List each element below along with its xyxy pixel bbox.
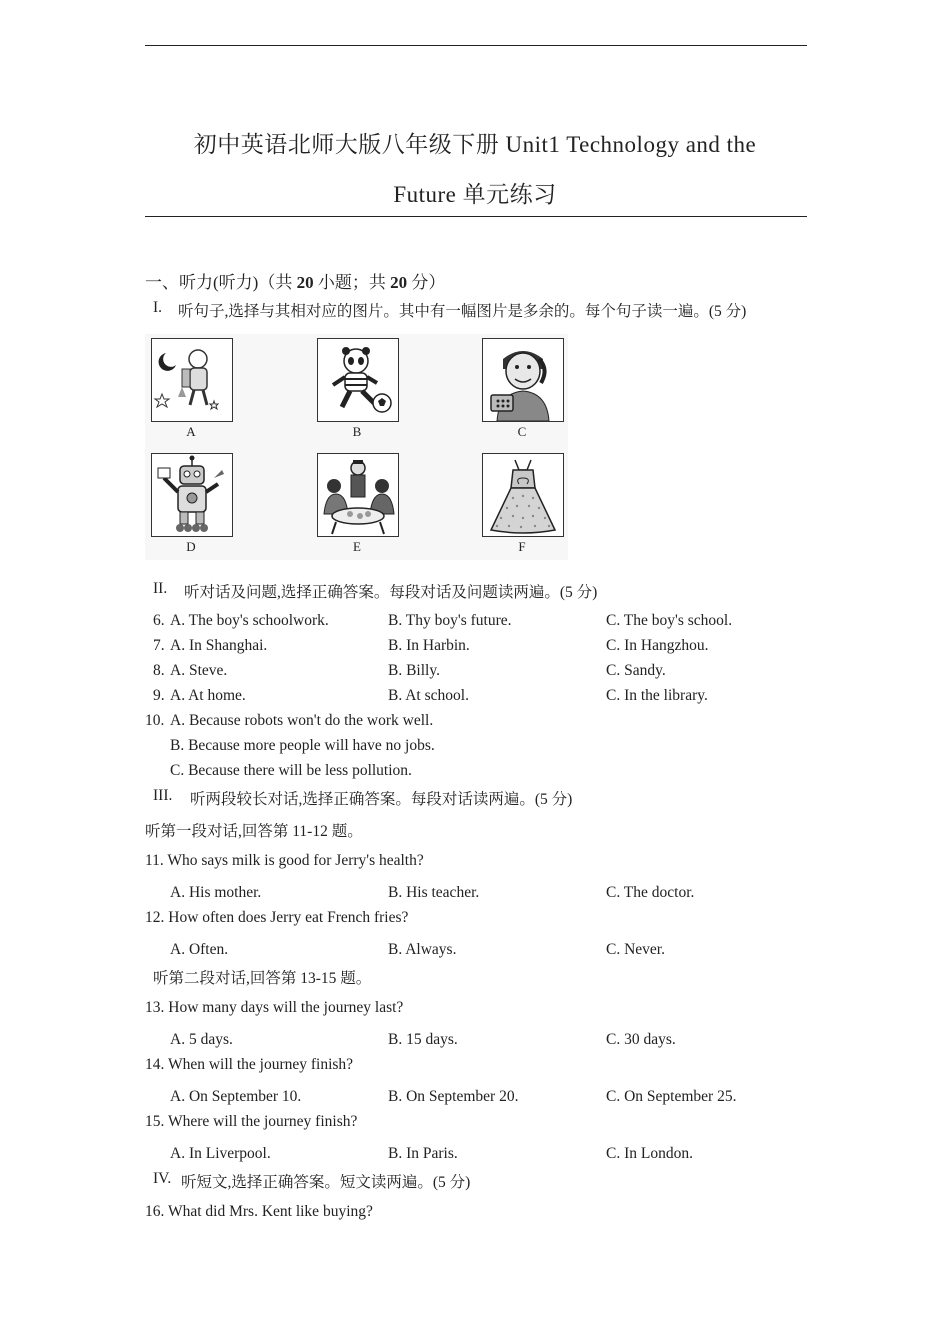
q10-option-a: A. Because robots won't do the work well. — [170, 712, 434, 729]
q14-option-c: C. On September 25. — [606, 1088, 737, 1105]
q15-option-c: C. In London. — [606, 1145, 693, 1162]
man-telephone-icon — [482, 338, 564, 422]
q16-stem: 16. What did Mrs. Kent like buying? — [145, 1203, 373, 1220]
q8-option-b: B. Billy. — [388, 662, 440, 679]
q7-option-c: C. In Hangzhou. — [606, 637, 709, 654]
part1-instruction: 听句子,选择与其相对应的图片。其中有一幅图片是多余的。每个句子读一遍。(5 分) — [178, 303, 747, 320]
q6-option-c: C. The boy's school. — [606, 612, 733, 629]
picture-label-d: D — [186, 539, 196, 554]
q12-option-b: B. Always. — [388, 941, 457, 958]
part2-label: II. — [153, 580, 168, 597]
part3-label: III. — [153, 787, 173, 804]
q12-option-c: C. Never. — [606, 941, 665, 958]
q6-option-b: B. Thy boy's future. — [388, 612, 512, 629]
q9-option-a: A. At home. — [170, 687, 246, 704]
q10-option-b: B. Because more people will have no jobs. — [170, 737, 435, 754]
q6-number: 6. — [153, 612, 165, 629]
q7-option-a: A. In Shanghai. — [170, 637, 268, 654]
panda-football-icon — [317, 338, 399, 422]
q9-option-b: B. At school. — [388, 687, 469, 704]
q8-number: 8. — [153, 662, 165, 679]
picture-label-e: E — [353, 539, 361, 554]
picture-label-f: F — [518, 539, 526, 554]
title-rule — [145, 216, 807, 217]
q11-option-a: A. His mother. — [170, 884, 262, 901]
dress-icon — [482, 453, 564, 537]
picture-label-b: B — [352, 424, 362, 439]
q7-number: 7. — [153, 637, 165, 654]
q10-option-c: C. Because there will be less pollution. — [170, 762, 412, 779]
part3-instruction: 听两段较长对话,选择正确答案。每段对话读两遍。(5 分) — [190, 791, 573, 808]
family-dinner-icon — [317, 453, 399, 537]
q14-option-b: B. On September 20. — [388, 1088, 519, 1105]
q8-option-a: A. Steve. — [170, 662, 228, 679]
q12-stem: 12. How often does Jerry eat French fries? — [145, 909, 409, 926]
q13-option-b: B. 15 days. — [388, 1031, 458, 1048]
section-heading: 一、听力(听力)（共 20 小题；共 20 分） — [145, 273, 446, 292]
q14-stem: 14. When will the journey finish? — [145, 1056, 354, 1073]
q15-stem: 15. Where will the journey finish? — [145, 1113, 358, 1130]
robot-icon — [151, 453, 233, 537]
q13-option-a: A. 5 days. — [170, 1031, 233, 1048]
q9-option-c: C. In the library. — [606, 687, 708, 704]
picture-label-c: C — [517, 424, 527, 439]
part4-instruction: 听短文,选择正确答案。短文读两遍。(5 分) — [181, 1174, 471, 1191]
q6-option-a: A. The boy's schoolwork. — [170, 612, 329, 629]
q15-option-b: B. In Paris. — [388, 1145, 458, 1162]
q10-number: 10. — [145, 712, 165, 729]
part4-label: IV. — [153, 1170, 172, 1187]
q15-option-a: A. In Liverpool. — [170, 1145, 271, 1162]
q11-option-c: C. The doctor. — [606, 884, 695, 901]
q14-option-a: A. On September 10. — [170, 1088, 302, 1105]
part2-instruction: 听对话及问题,选择正确答案。每段对话及问题读两遍。(5 分) — [184, 584, 598, 601]
q13-option-c: C. 30 days. — [606, 1031, 676, 1048]
page-title-line2: Future 单元练习 — [393, 182, 557, 207]
top-rule — [145, 45, 807, 46]
part1-label: I. — [153, 299, 163, 316]
picture-label-a: A — [186, 424, 196, 439]
q11-option-b: B. His teacher. — [388, 884, 480, 901]
dialog1-note: 听第一段对话,回答第 11-12 题。 — [145, 823, 363, 840]
q11-stem: 11. Who says milk is good for Jerry's health? — [145, 852, 424, 869]
astronaut-icon — [151, 338, 233, 422]
q8-option-c: C. Sandy. — [606, 662, 666, 679]
dialog2-note: 听第二段对话,回答第 13-15 题。 — [153, 970, 372, 987]
q7-option-b: B. In Harbin. — [388, 637, 470, 654]
q13-stem: 13. How many days will the journey last? — [145, 999, 404, 1016]
page-title-line1: 初中英语北师大版八年级下册 Unit1 Technology and the — [193, 132, 757, 157]
q12-option-a: A. Often. — [170, 941, 229, 958]
q9-number: 9. — [153, 687, 165, 704]
